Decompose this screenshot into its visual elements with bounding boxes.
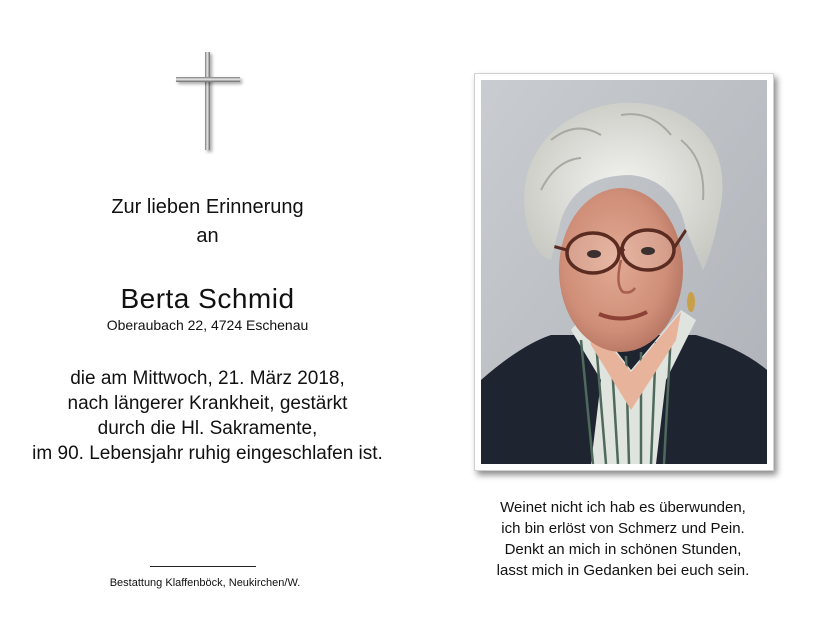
death-notice-text	[10, 366, 405, 466]
deceased-address: Oberaubach 22, 4724 Eschenau	[106, 317, 309, 333]
notice-line: im 90. Lebensjahr ruhig eingeschlafen ist.	[32, 443, 383, 464]
intro-text	[60, 193, 355, 251]
cross-icon	[176, 52, 240, 150]
funeral-home: Bestattung Klaffenböck, Neukirchen/W.	[109, 577, 301, 589]
notice-line: die am Mittwoch, 21. März 2018,	[70, 368, 345, 389]
deceased-name: Berta Schmid	[120, 283, 295, 314]
intro-line-1: Zur lieben Erinnerung	[111, 196, 304, 218]
cross-vertical-bar	[205, 52, 210, 150]
divider-line	[150, 566, 256, 567]
portrait-frame	[474, 73, 774, 471]
cross-horizontal-bar	[176, 77, 240, 82]
notice-line: nach längerer Krankheit, gestärkt	[67, 393, 348, 414]
intro-line-2: an	[196, 225, 219, 247]
poem-line: lasst mich in Gedanken bei euch sein.	[496, 562, 750, 579]
poem-line: Denkt an mich in schönen Stunden,	[504, 541, 742, 558]
poem	[474, 497, 772, 581]
notice-line: durch die Hl. Sakramente,	[97, 418, 318, 439]
poem-line: Weinet nicht ich hab es überwunden,	[500, 499, 746, 516]
poem-line: ich bin erlöst von Schmerz und Pein.	[501, 520, 745, 537]
portrait-photo	[481, 80, 767, 464]
